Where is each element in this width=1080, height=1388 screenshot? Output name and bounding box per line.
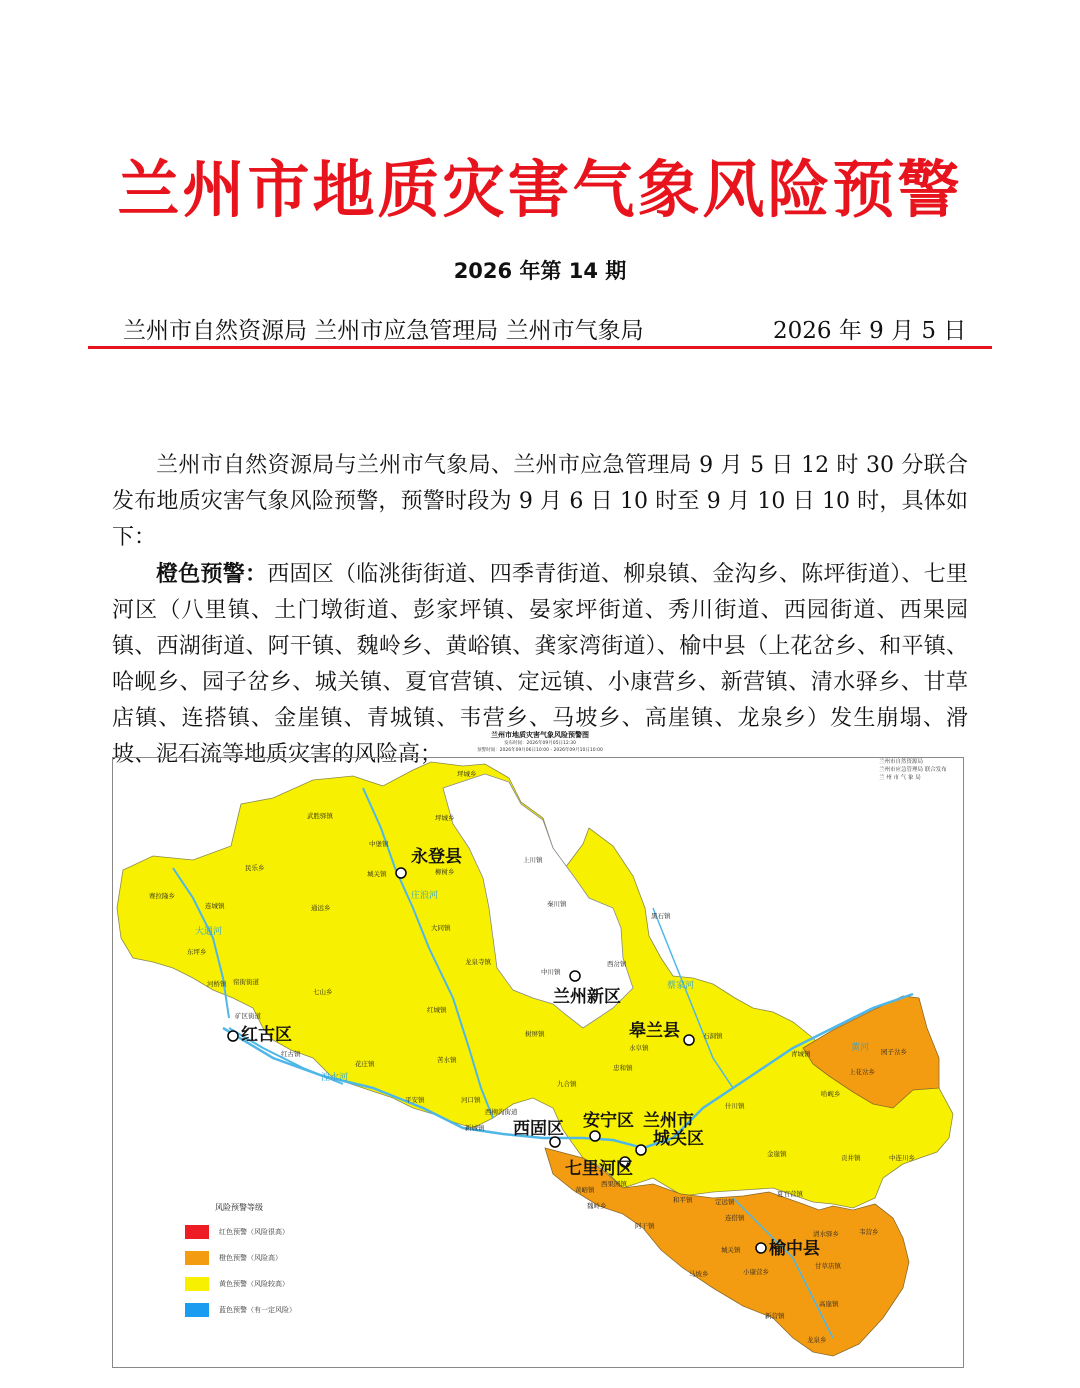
- county-seat-marker-honggu: [228, 1031, 238, 1041]
- town-label: 新营镇: [765, 1312, 785, 1320]
- legend-label: 蓝色预警（有一定风险）: [219, 1306, 296, 1314]
- town-label: 东坪乡: [187, 948, 207, 956]
- town-label: 小康营乡: [743, 1268, 769, 1276]
- river-label: 庄浪河: [411, 891, 439, 901]
- town-label: 树屏镇: [525, 1030, 545, 1038]
- town-label: 魏岭乡: [587, 1202, 607, 1210]
- document-title: 兰州市地质灾害气象风险预警: [117, 153, 963, 226]
- town-label: 民乐乡: [245, 864, 265, 872]
- town-label: 青城镇: [791, 1050, 811, 1058]
- town-label: 龙泉寺镇: [465, 958, 491, 966]
- county-label: 西固区: [513, 1119, 564, 1139]
- town-label: 大同镇: [431, 924, 451, 932]
- town-label: 黄峪镇: [575, 1186, 595, 1194]
- town-label: 矿区街道: [235, 1012, 261, 1020]
- county-seat-marker-yongdeng: [396, 868, 406, 878]
- town-label: 西果园镇: [601, 1180, 627, 1188]
- map-legend: [185, 1202, 296, 1323]
- county-seat-marker-yuzhong: [756, 1243, 766, 1253]
- town-label: 城关镇: [721, 1246, 741, 1254]
- issuing-agencies: 兰州市自然资源局 兰州市应急管理局 兰州市气象局: [123, 318, 644, 344]
- town-label: 贡井镇: [841, 1154, 861, 1162]
- town-label: 中堡镇: [369, 840, 389, 848]
- town-label: 高崖镇: [819, 1300, 839, 1308]
- intro-paragraph: 兰州市自然资源局与兰州市气象局、兰州市应急管理局 9 月 5 日 12 时 30 分联合发布地质灾害气象风险预警，预警时段为 9 月 6 日 10 时至 9 月 10 日 10 时，具体如下：: [112, 453, 968, 550]
- header-divider: [88, 346, 992, 349]
- town-label: 龙泉乡: [807, 1336, 827, 1344]
- town-label: 定远镇: [715, 1198, 735, 1206]
- legend-swatch-orange: [185, 1251, 209, 1265]
- legend-title: 风险预警等级: [215, 1203, 263, 1212]
- town-label: 和平镇: [673, 1196, 693, 1204]
- town-label: 水阜镇: [629, 1044, 649, 1052]
- county-seat-marker-newarea: [570, 971, 580, 981]
- publisher-line: 兰州市自然资源局: [879, 759, 924, 765]
- town-label: 连城镇: [205, 902, 225, 910]
- town-label: 上川镇: [523, 856, 543, 864]
- town-label: 新城镇: [465, 1124, 485, 1132]
- town-label: 清水驿乡: [813, 1230, 839, 1238]
- town-label: 河桥镇: [207, 980, 227, 988]
- town-label: 连搭镇: [725, 1214, 745, 1222]
- town-label: 赛拉隆乡: [149, 892, 175, 900]
- town-label: 石洞镇: [703, 1032, 723, 1040]
- town-label: 忠和镇: [613, 1064, 633, 1072]
- map-publishers: [879, 758, 947, 782]
- town-label: 武胜驿镇: [307, 812, 333, 820]
- town-label: 西岔镇: [607, 960, 627, 968]
- town-label: 坪城乡: [457, 770, 477, 778]
- map-release-time: 发布时间：2026年09月05日12:30: [504, 741, 576, 746]
- town-label: 窑街街道: [233, 978, 259, 986]
- town-label: 红城镇: [427, 1006, 447, 1014]
- river-label: 黄河: [851, 1043, 870, 1053]
- town-label: 红古镇: [281, 1050, 301, 1058]
- town-label: 黑石镇: [651, 912, 671, 920]
- legend-swatch-red: [185, 1225, 209, 1239]
- legend-item-blue: [185, 1297, 296, 1323]
- county-label: 榆中县: [769, 1239, 820, 1259]
- river-label: 大通河: [195, 927, 223, 937]
- map-header: [300, 730, 780, 754]
- issue-number: 2026 年第 14 期: [453, 259, 627, 283]
- county-seat-marker-chengguan: [636, 1145, 646, 1155]
- town-label: 坪城乡: [435, 814, 455, 822]
- town-label: 城关镇: [367, 870, 387, 878]
- town-label: 马坡乡: [689, 1270, 709, 1278]
- town-label: 阿干镇: [635, 1222, 655, 1230]
- town-label: 金崖镇: [767, 1150, 787, 1158]
- county-seat-marker-anning: [590, 1131, 600, 1141]
- map-valid-time: 预警时间：2026年09月06日10:00 - 2026年09月10日10:00: [477, 748, 603, 753]
- legend-swatch-blue: [185, 1303, 209, 1317]
- publisher-line: 兰 州 市 气 象 局: [879, 775, 921, 781]
- county-label: 七里河区: [565, 1159, 633, 1179]
- town-label: 平安镇: [405, 1096, 425, 1104]
- county-label: 皋兰县: [629, 1021, 680, 1041]
- town-label: 中川镇: [541, 968, 561, 976]
- publisher-line: 兰州市应急管理局 联合发布: [879, 767, 947, 773]
- town-label: 通远乡: [311, 904, 331, 912]
- legend-label: 红色预警（风险很高）: [219, 1228, 289, 1236]
- map-title: 兰州市地质灾害气象风险预警图: [491, 731, 589, 739]
- warning-body: [112, 448, 968, 773]
- town-label: 苦水镇: [437, 1056, 457, 1064]
- town-label: 九合镇: [557, 1080, 577, 1088]
- risk-map: [112, 757, 964, 1368]
- legend-item-orange: [185, 1245, 296, 1271]
- town-label: 上花岔乡: [849, 1068, 875, 1076]
- town-label: 什川镇: [725, 1102, 745, 1110]
- county-label: 兰州市: [643, 1111, 694, 1131]
- county-label: 安宁区: [583, 1111, 634, 1131]
- county-seat-marker-gaolan: [684, 1035, 694, 1045]
- town-label: 柳树乡: [435, 868, 455, 876]
- town-label: 园子岔乡: [881, 1048, 907, 1056]
- legend-label: 橙色预警（风险高）: [219, 1254, 282, 1262]
- legend-swatch-yellow: [185, 1277, 209, 1291]
- issue-date: 2026 年 9 月 5 日: [773, 318, 967, 344]
- legend-item-yellow: [185, 1271, 296, 1297]
- river-label: 蔡家河: [667, 981, 695, 991]
- town-label: 七山乡: [313, 988, 333, 996]
- town-label: 西柳沟街道: [485, 1108, 518, 1116]
- legend-item-red: [185, 1219, 296, 1245]
- county-label: 红古区: [241, 1025, 292, 1045]
- county-label: 城关区: [653, 1129, 704, 1149]
- town-label: 河口镇: [461, 1096, 481, 1104]
- county-label: 兰州新区: [553, 987, 621, 1007]
- orange-warning-label: 橙色预警：: [156, 561, 268, 587]
- town-label: 花庄镇: [355, 1060, 375, 1068]
- legend-label: 黄色预警（风险较高）: [219, 1280, 289, 1288]
- town-label: 中连川乡: [889, 1154, 915, 1162]
- town-label: 秦川镇: [547, 900, 567, 908]
- county-label: 永登县: [411, 847, 462, 867]
- town-label: 甘草店镇: [815, 1262, 841, 1270]
- river-label: 湟水河: [321, 1073, 349, 1083]
- town-label: 夏官营镇: [777, 1190, 803, 1198]
- town-label: 哈岘乡: [821, 1090, 841, 1098]
- orange-warning-text: 西固区（临洮街街道、四季青街道、柳泉镇、金沟乡、陈坪街道）、七里河区（八里镇、土门墩街道、彭家坪镇、晏家坪街道、秀川街道、西园街道、西果园镇、西湖街道、阿干镇、魏岭乡、黄峪镇、龚家湾街道）、榆中县（上花岔乡、和平镇、哈岘乡、园子岔乡、城关镇、夏官营镇、定远镇、小康营乡、新营镇、清水驿乡、甘草店镇、连搭镇、金崖镇、青城镇、韦营乡、马坡乡、高崖镇、龙泉乡）发生崩塌、滑坡、泥石流等地质灾害的风险高；: [112, 562, 968, 767]
- town-label: 韦营乡: [859, 1228, 879, 1236]
